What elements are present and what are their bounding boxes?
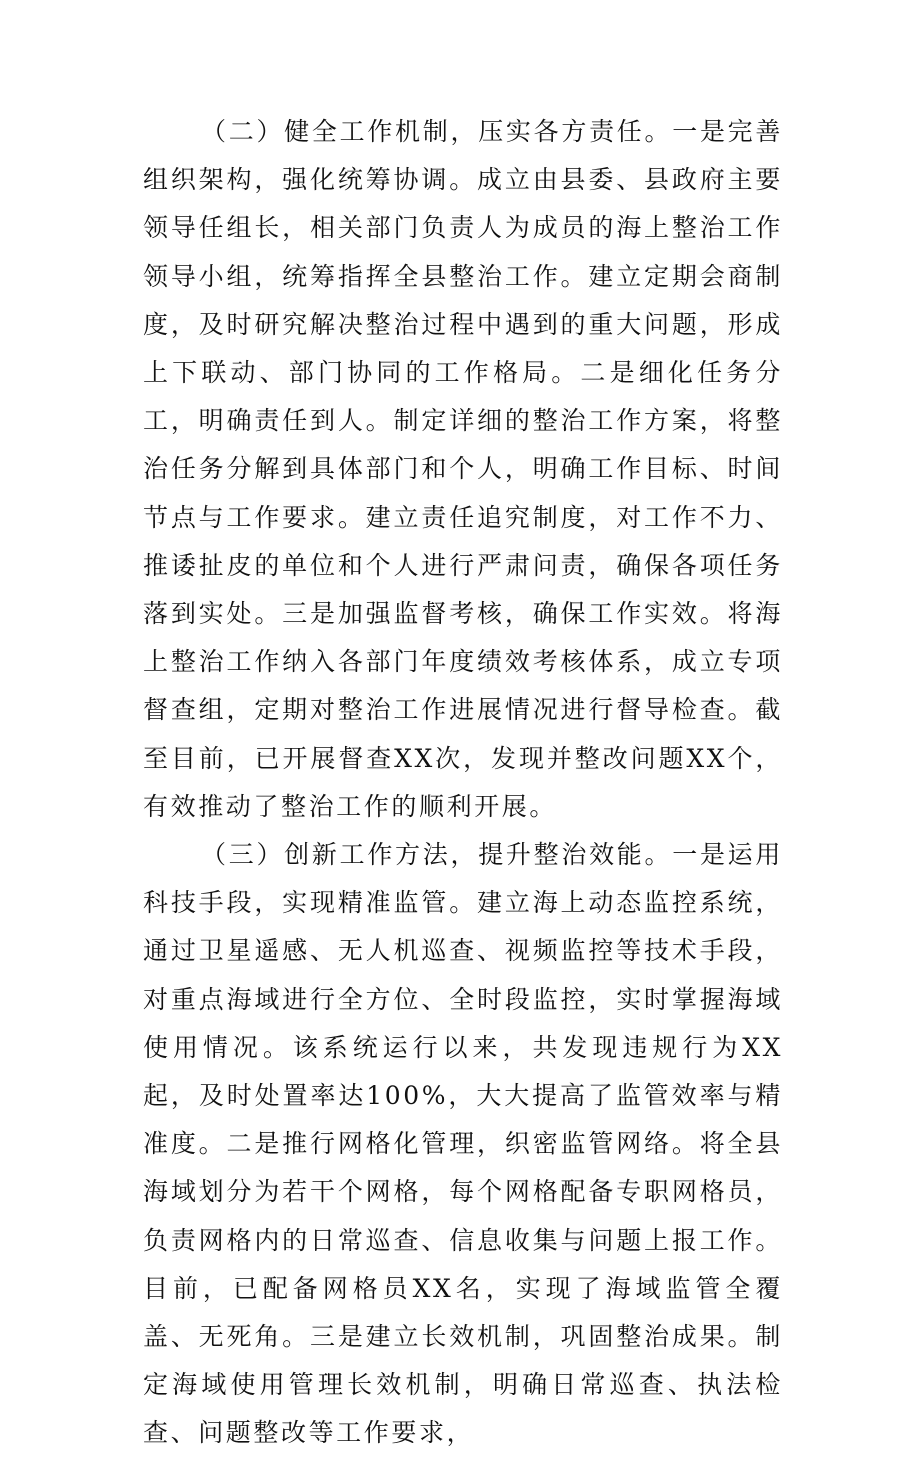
paragraph-work-methods: （三）创新工作方法，提升整治效能。一是运用科技手段，实现精准监管。建立海上动态监控系统，通过卫星遥感、无人机巡查、视频监控等技术手段，对重点海域进行全方位、全时段监控，实时掌握海域使用情况。该系统运行以来，共发现违规行为XX起，及时处置率达100%，大大提高了监管效率与精准度。二是推行网格化管理，织密监管网络。将全县海域划分为若干个网格，每个网格配备专职网格员，负责网格内的日常巡查、信息收集与问题上报工作。目前，已配备网格员XX名，实现了海域监管全覆盖、无死角。三是建立长效机制，巩固整治成果。制定海域使用管理长效机制，明确日常巡查、执法检查、问题整改等工作要求， [143,840,783,1448]
paragraph-work-mechanism: （二）健全工作机制，压实各方责任。一是完善组织架构，强化统筹协调。成立由县委、县政府主要领导任组长，相关部门负责人为成员的海上整治工作领导小组，统筹指挥全县整治工作。建立定期会商制度，及时研究解决整治过程中遇到的重大问题，形成上下联动、部门协同的工作格局。二是细化任务分工，明确责任到人。制定详细的整治工作方案，将整治任务分解到具体部门和个人，明确工作目标、时间节点与工作要求。建立责任追究制度，对工作不力、推诿扯皮的单位和个人进行严肃问责，确保各项任务落到实处。三是加强监督考核，确保工作实效。将海上整治工作纳入各部门年度绩效考核体系，成立专项督查组，定期对整治工作进展情况进行督导检查。截至目前，已开展督查XX次，发现并整改问题XX个，有效推动了整治工作的顺利开展。 [143,117,783,821]
document-body [143,108,783,1458]
